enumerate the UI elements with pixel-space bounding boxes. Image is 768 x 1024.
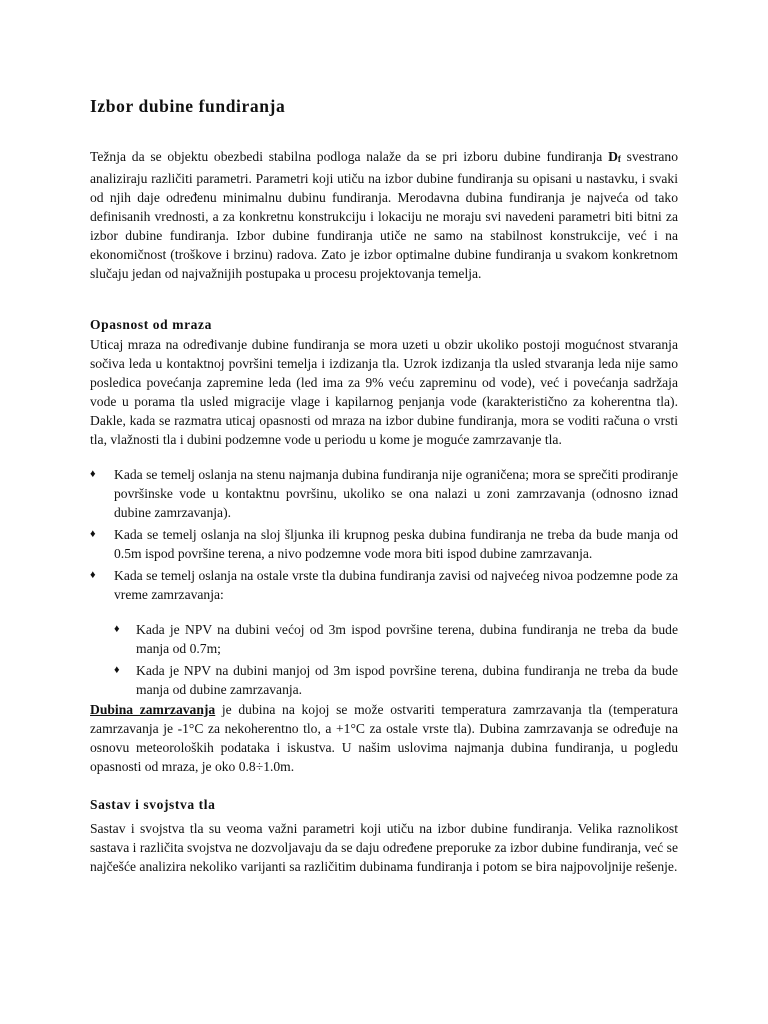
list-item <box>90 566 678 604</box>
freeze-depth-term: Dubina zamrzavanja <box>90 702 216 717</box>
intro-text-after: svestrano analiziraju različiti parametri. Parametri koji utiču na izbor dubine fundiranja su opisani u nastavku, i svaki od njih daje određenu minimalnu dubinu fundiranja. Merodavna dubina fundiranja je najveća od tako definisanih vrednosti, a za konkretnu konstrukciju i lokaciju ne moraju svi navedeni parametri biti bitni za izbor dubine fundiranja. Izbor dubine fundiranja utiče ne samo na stabilnost konstrukcije, već i na ekonomičnost (troškove i brzinu) radova. Zato je izbor optimalne dubine fundiranja u svakom konkretnom slučaju jedan od najvažnijih postupaka u procesu projektovanja temelja. <box>90 149 678 281</box>
list-item <box>114 661 678 699</box>
list-item-text: Kada se temelj oslanja na sloj šljunka ili krupnog peska dubina fundiranja ne treba da bude manja od 0.5m ispod površine terena, a nivo podzemne vode mora biti ispod dubine zamrzavanja. <box>114 527 678 561</box>
intro-text-before: Težnja da se objektu obezbedi stabilna podloga nalaže da se pri izboru dubine fundiranja <box>90 149 609 164</box>
diamond-bullet-icon: ♦ <box>90 569 96 581</box>
diamond-bullet-icon: ♦ <box>90 528 96 540</box>
list-item <box>114 620 678 658</box>
diamond-bullet-icon: ♦ <box>114 664 120 676</box>
list-item-text: Kada se temelj oslanja na stenu najmanja dubina fundiranja nije ograničena; mora se sprečiti prodiranje površinske vode u kontaktnu površinu, ukoliko se ona nalazi u zoni zamrzavanja (odnosno iznad dubine zamrzavanja). <box>114 467 678 520</box>
frost-sub-bullet-list <box>114 620 678 699</box>
depth-symbol-subscript: f <box>617 154 621 164</box>
section-heading-soil: Sastav i svojstva tla <box>90 797 216 812</box>
depth-symbol: D <box>608 149 618 164</box>
list-item-text: Kada je NPV na dubini većoj od 3m ispod površine terena, dubina fundiranja ne treba da bude manja od 0.7m; <box>136 622 678 656</box>
freeze-depth-paragraph <box>90 700 678 776</box>
list-item-text: Kada se temelj oslanja na ostale vrste tla dubina fundiranja zavisi od najvećeg nivoa podzemne pode za vreme zamrzavanja: <box>114 568 678 602</box>
freeze-depth-text: je dubina na kojoj se može ostvariti temperatura zamrzavanja tla (temperatura zamrzavanja je -1°C za nekoherentno tlo, a +1°C za ostale vrste tla). Dubina zamrzavanja se određuje na osnovu meteoroloških podataka i iskustva. U našim uslovima najmanja dubina fundiranja, u pogledu opasnosti od mraza, je oko 0.8÷1.0m. <box>90 702 678 774</box>
diamond-bullet-icon: ♦ <box>90 468 96 480</box>
diamond-bullet-icon: ♦ <box>114 623 120 635</box>
page-title: Izbor dubine fundiranja <box>90 96 286 116</box>
list-item <box>90 465 678 522</box>
list-item-text: Kada je NPV na dubini manjoj od 3m ispod površine terena, dubina fundiranja ne treba da bude manja od dubine zamrzavanja. <box>136 663 678 697</box>
soil-paragraph: Sastav i svojstva tla su veoma važni parametri koji utiču na izbor dubine fundiranja. Velika raznolikost sastava i različita svojstva ne dozvoljavaju da se daju određene preporuke za izbor dubine fundiranja, već se najčešće analizira nekoliko varijanti sa različitim dubinama fundiranja i potom se bira najpovoljnije rešenje. <box>90 821 678 874</box>
frost-bullet-list <box>90 465 678 604</box>
list-item <box>90 525 678 563</box>
section-heading-frost: Opasnost od mraza <box>90 317 212 332</box>
intro-paragraph <box>90 147 678 283</box>
frost-paragraph: Uticaj mraza na određivanje dubine fundiranja se mora uzeti u obzir ukoliko postoji mogućnost stvaranja sočiva leda u kontaktnoj površini temelja i izdizanja tla. Uzrok izdizanja tla usled stvaranja leda nije samo posledica povećanja zapremine leda (led ima za 9% veću zapreminu od vode), već i povećanja sadržaja vode u porama tla usled migracije vlage i kapilarnog penjanja vode (karakteristično za koherentna tla). Dakle, kada se razmatra uticaj opasnosti od mraza na izbor dubine fundiranja, mora se voditi računa o vrsti tla, vlažnosti tla i dubini podzemne vode u periodu u kome je moguće zamrzavanje tla. <box>90 337 678 447</box>
